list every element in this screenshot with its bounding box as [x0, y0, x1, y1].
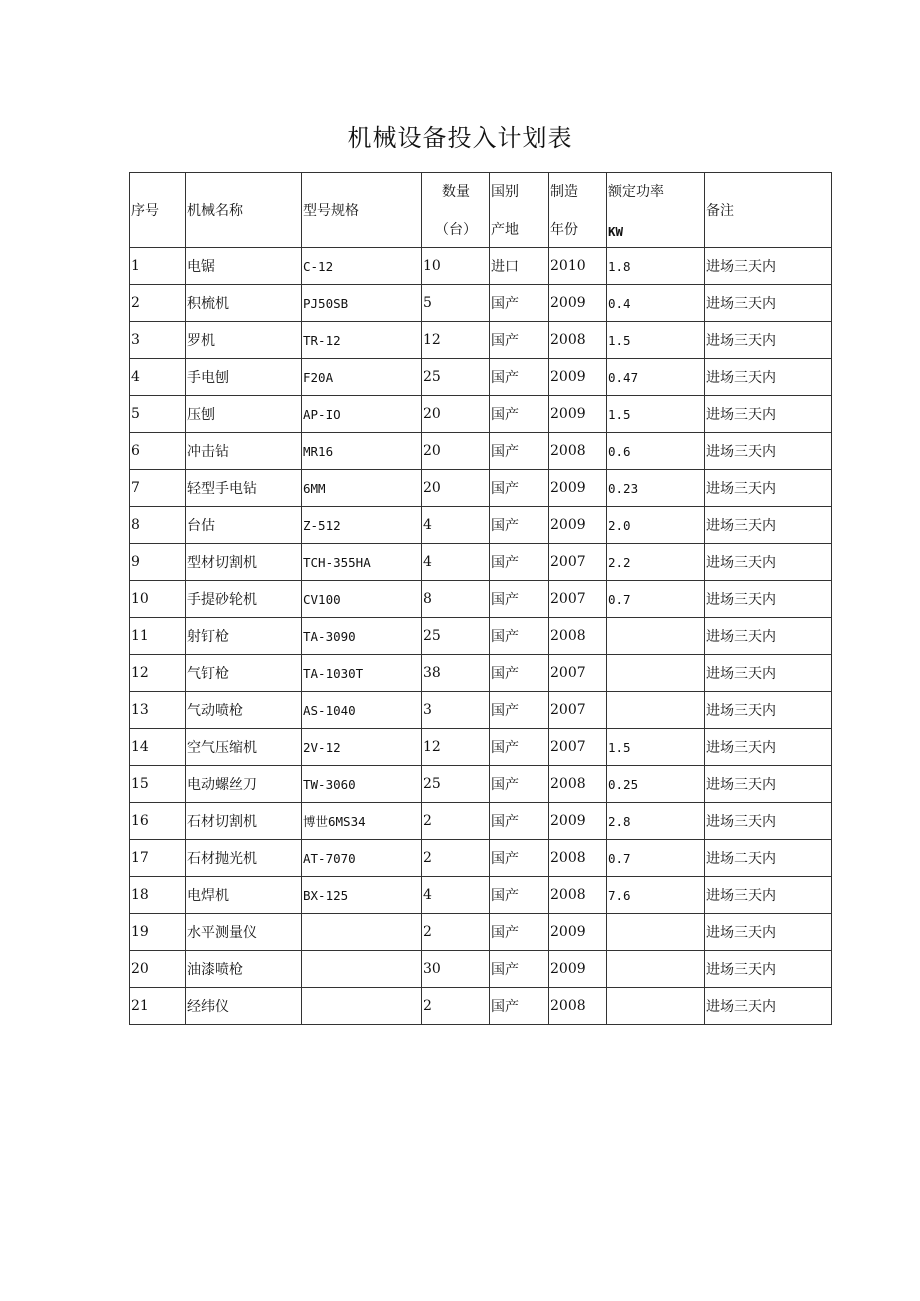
cell-no: 6 [130, 433, 186, 470]
table-row [130, 433, 832, 470]
table-row [130, 396, 832, 433]
cell-year: 2009 [549, 803, 607, 840]
cell-model: TW-3060 [302, 766, 422, 803]
cell-origin: 国产 [490, 766, 549, 803]
cell-origin: 国产 [490, 988, 549, 1025]
cell-qty: 30 [422, 951, 490, 988]
cell-no: 21 [130, 988, 186, 1025]
cell-qty: 25 [422, 618, 490, 655]
cell-power: 7.6 [607, 877, 705, 914]
cell-origin: 国产 [490, 692, 549, 729]
cell-model: MR16 [302, 433, 422, 470]
cell-no: 3 [130, 322, 186, 359]
cell-no: 16 [130, 803, 186, 840]
cell-qty: 2 [422, 988, 490, 1025]
cell-name: 电锯 [186, 248, 302, 285]
cell-no: 4 [130, 359, 186, 396]
cell-origin: 国产 [490, 729, 549, 766]
cell-year: 2010 [549, 248, 607, 285]
cell-no: 20 [130, 951, 186, 988]
cell-name: 罗机 [186, 322, 302, 359]
page-title: 机械设备投入计划表 [347, 124, 573, 152]
cell-year: 2007 [549, 581, 607, 618]
table-row [130, 248, 832, 285]
cell-power: 1.5 [607, 729, 705, 766]
cell-model: 博世6MS34 [302, 803, 422, 840]
cell-remark: 进场三天内 [705, 692, 832, 729]
table-row [130, 544, 832, 581]
cell-power: 0.25 [607, 766, 705, 803]
cell-model [302, 914, 422, 951]
cell-qty: 12 [422, 729, 490, 766]
cell-qty: 2 [422, 914, 490, 951]
cell-name: 型材切割机 [186, 544, 302, 581]
cell-power: 2.0 [607, 507, 705, 544]
cell-origin: 国产 [490, 396, 549, 433]
cell-year: 2008 [549, 618, 607, 655]
cell-origin: 国产 [490, 470, 549, 507]
cell-name: 手电刨 [186, 359, 302, 396]
cell-name: 气钉枪 [186, 655, 302, 692]
table-row [130, 285, 832, 322]
header-origin [490, 173, 549, 248]
cell-qty: 5 [422, 285, 490, 322]
cell-no: 15 [130, 766, 186, 803]
cell-no: 17 [130, 840, 186, 877]
table-row [130, 692, 832, 729]
cell-year: 2008 [549, 988, 607, 1025]
cell-no: 10 [130, 581, 186, 618]
cell-power [607, 951, 705, 988]
cell-qty: 10 [422, 248, 490, 285]
header-year-line2: 年份 [550, 222, 578, 238]
header-name: 机械名称 [186, 173, 302, 248]
cell-year: 2007 [549, 544, 607, 581]
cell-name: 石材抛光机 [186, 840, 302, 877]
cell-power: 0.4 [607, 285, 705, 322]
cell-name: 压刨 [186, 396, 302, 433]
cell-origin: 国产 [490, 359, 549, 396]
cell-remark: 进场三天内 [705, 877, 832, 914]
cell-no: 13 [130, 692, 186, 729]
cell-power: 0.47 [607, 359, 705, 396]
cell-remark: 进场三天内 [705, 951, 832, 988]
cell-power: 1.5 [607, 396, 705, 433]
cell-power: 0.7 [607, 840, 705, 877]
cell-name: 冲击钻 [186, 433, 302, 470]
cell-no: 7 [130, 470, 186, 507]
cell-model: BX-125 [302, 877, 422, 914]
cell-model: CV100 [302, 581, 422, 618]
cell-origin: 国产 [490, 655, 549, 692]
table-row [130, 729, 832, 766]
cell-remark: 进场三天内 [705, 248, 832, 285]
cell-model: 2V-12 [302, 729, 422, 766]
cell-power [607, 618, 705, 655]
cell-no: 9 [130, 544, 186, 581]
cell-origin: 进口 [490, 248, 549, 285]
cell-origin: 国产 [490, 840, 549, 877]
header-no: 序号 [130, 173, 186, 248]
cell-no: 2 [130, 285, 186, 322]
cell-origin: 国产 [490, 433, 549, 470]
cell-qty: 8 [422, 581, 490, 618]
cell-name: 积梳机 [186, 285, 302, 322]
equipment-table [129, 172, 832, 1025]
cell-origin: 国产 [490, 803, 549, 840]
table-row [130, 951, 832, 988]
cell-remark: 进场三天内 [705, 470, 832, 507]
cell-origin: 国产 [490, 914, 549, 951]
table-row [130, 914, 832, 951]
cell-power [607, 914, 705, 951]
cell-origin: 国产 [490, 507, 549, 544]
cell-name: 经纬仪 [186, 988, 302, 1025]
cell-power: 2.2 [607, 544, 705, 581]
cell-power [607, 988, 705, 1025]
cell-remark: 进场三天内 [705, 396, 832, 433]
table-row [130, 988, 832, 1025]
table-row [130, 470, 832, 507]
cell-year: 2009 [549, 396, 607, 433]
cell-qty: 20 [422, 470, 490, 507]
cell-year: 2008 [549, 766, 607, 803]
cell-power: 2.8 [607, 803, 705, 840]
cell-qty: 2 [422, 803, 490, 840]
cell-origin: 国产 [490, 544, 549, 581]
table-row [130, 840, 832, 877]
table-row [130, 581, 832, 618]
cell-name: 油漆喷枪 [186, 951, 302, 988]
cell-model: PJ50SB [302, 285, 422, 322]
cell-qty: 20 [422, 396, 490, 433]
cell-name: 手提砂轮机 [186, 581, 302, 618]
cell-year: 2009 [549, 507, 607, 544]
cell-remark: 进场三天内 [705, 581, 832, 618]
cell-model: Z-512 [302, 507, 422, 544]
cell-remark: 进场三天内 [705, 507, 832, 544]
cell-no: 18 [130, 877, 186, 914]
cell-origin: 国产 [490, 618, 549, 655]
cell-origin: 国产 [490, 581, 549, 618]
cell-year: 2009 [549, 914, 607, 951]
cell-model: AS-1040 [302, 692, 422, 729]
header-qty-line1: 数量 [442, 184, 470, 200]
cell-remark: 进场三天内 [705, 766, 832, 803]
cell-remark: 进场三天内 [705, 988, 832, 1025]
cell-year: 2008 [549, 433, 607, 470]
header-model: 型号规格 [302, 173, 422, 248]
cell-qty: 4 [422, 507, 490, 544]
cell-name: 气动喷枪 [186, 692, 302, 729]
cell-qty: 3 [422, 692, 490, 729]
cell-power: 0.7 [607, 581, 705, 618]
cell-model: TA-3090 [302, 618, 422, 655]
cell-model: F20A [302, 359, 422, 396]
cell-qty: 4 [422, 544, 490, 581]
cell-qty: 25 [422, 766, 490, 803]
cell-model: TA-1030T [302, 655, 422, 692]
cell-qty: 20 [422, 433, 490, 470]
header-remark: 备注 [705, 173, 832, 248]
cell-qty: 12 [422, 322, 490, 359]
cell-model: C-12 [302, 248, 422, 285]
cell-name: 水平测量仪 [186, 914, 302, 951]
cell-no: 11 [130, 618, 186, 655]
cell-origin: 国产 [490, 322, 549, 359]
table-row [130, 766, 832, 803]
cell-model: TR-12 [302, 322, 422, 359]
cell-name: 台估 [186, 507, 302, 544]
cell-year: 2007 [549, 729, 607, 766]
header-qty [422, 173, 490, 248]
cell-year: 2008 [549, 877, 607, 914]
cell-year: 2007 [549, 692, 607, 729]
cell-remark: 进场二天内 [705, 840, 832, 877]
cell-model: AP-IO [302, 396, 422, 433]
cell-name: 空气压缩机 [186, 729, 302, 766]
cell-model: 6MM [302, 470, 422, 507]
cell-remark: 进场三天内 [705, 914, 832, 951]
cell-model: AT-7070 [302, 840, 422, 877]
cell-power: 1.8 [607, 248, 705, 285]
cell-no: 8 [130, 507, 186, 544]
cell-remark: 进场三天内 [705, 729, 832, 766]
cell-no: 12 [130, 655, 186, 692]
cell-remark: 进场三天内 [705, 544, 832, 581]
cell-name: 电焊机 [186, 877, 302, 914]
header-origin-line2: 产地 [491, 222, 519, 238]
header-power [607, 173, 705, 248]
table-row [130, 803, 832, 840]
cell-year: 2009 [549, 285, 607, 322]
table-row [130, 655, 832, 692]
cell-power: 0.6 [607, 433, 705, 470]
cell-no: 1 [130, 248, 186, 285]
cell-power [607, 655, 705, 692]
cell-power: 1.5 [607, 322, 705, 359]
table-row [130, 618, 832, 655]
cell-model [302, 988, 422, 1025]
table-row [130, 877, 832, 914]
cell-qty: 38 [422, 655, 490, 692]
cell-model: TCH-355HA [302, 544, 422, 581]
cell-origin: 国产 [490, 951, 549, 988]
cell-qty: 2 [422, 840, 490, 877]
cell-remark: 进场三天内 [705, 359, 832, 396]
cell-no: 19 [130, 914, 186, 951]
header-year [549, 173, 607, 248]
table-row [130, 359, 832, 396]
cell-year: 2009 [549, 470, 607, 507]
cell-remark: 进场三天内 [705, 285, 832, 322]
cell-remark: 进场三天内 [705, 655, 832, 692]
cell-no: 14 [130, 729, 186, 766]
header-power-line2: KW [608, 224, 624, 239]
cell-power: 0.23 [607, 470, 705, 507]
cell-name: 电动螺丝刀 [186, 766, 302, 803]
cell-origin: 国产 [490, 285, 549, 322]
cell-remark: 进场三天内 [705, 322, 832, 359]
table-row [130, 322, 832, 359]
cell-qty: 25 [422, 359, 490, 396]
cell-name: 射钉枪 [186, 618, 302, 655]
header-power-line1: 额定功率 [608, 184, 664, 200]
cell-name: 石材切割机 [186, 803, 302, 840]
header-origin-line1: 国别 [491, 184, 519, 200]
cell-qty: 4 [422, 877, 490, 914]
header-qty-line2: （台） [435, 222, 477, 238]
cell-model [302, 951, 422, 988]
table-row [130, 507, 832, 544]
cell-remark: 进场三天内 [705, 618, 832, 655]
header-row [130, 173, 832, 248]
cell-year: 2009 [549, 359, 607, 396]
cell-power [607, 692, 705, 729]
cell-name: 轻型手电钻 [186, 470, 302, 507]
header-year-line1: 制造 [550, 184, 578, 200]
cell-year: 2007 [549, 655, 607, 692]
cell-remark: 进场三天内 [705, 433, 832, 470]
cell-remark: 进场三天内 [705, 803, 832, 840]
cell-year: 2008 [549, 322, 607, 359]
cell-year: 2009 [549, 951, 607, 988]
cell-no: 5 [130, 396, 186, 433]
cell-origin: 国产 [490, 877, 549, 914]
cell-year: 2008 [549, 840, 607, 877]
